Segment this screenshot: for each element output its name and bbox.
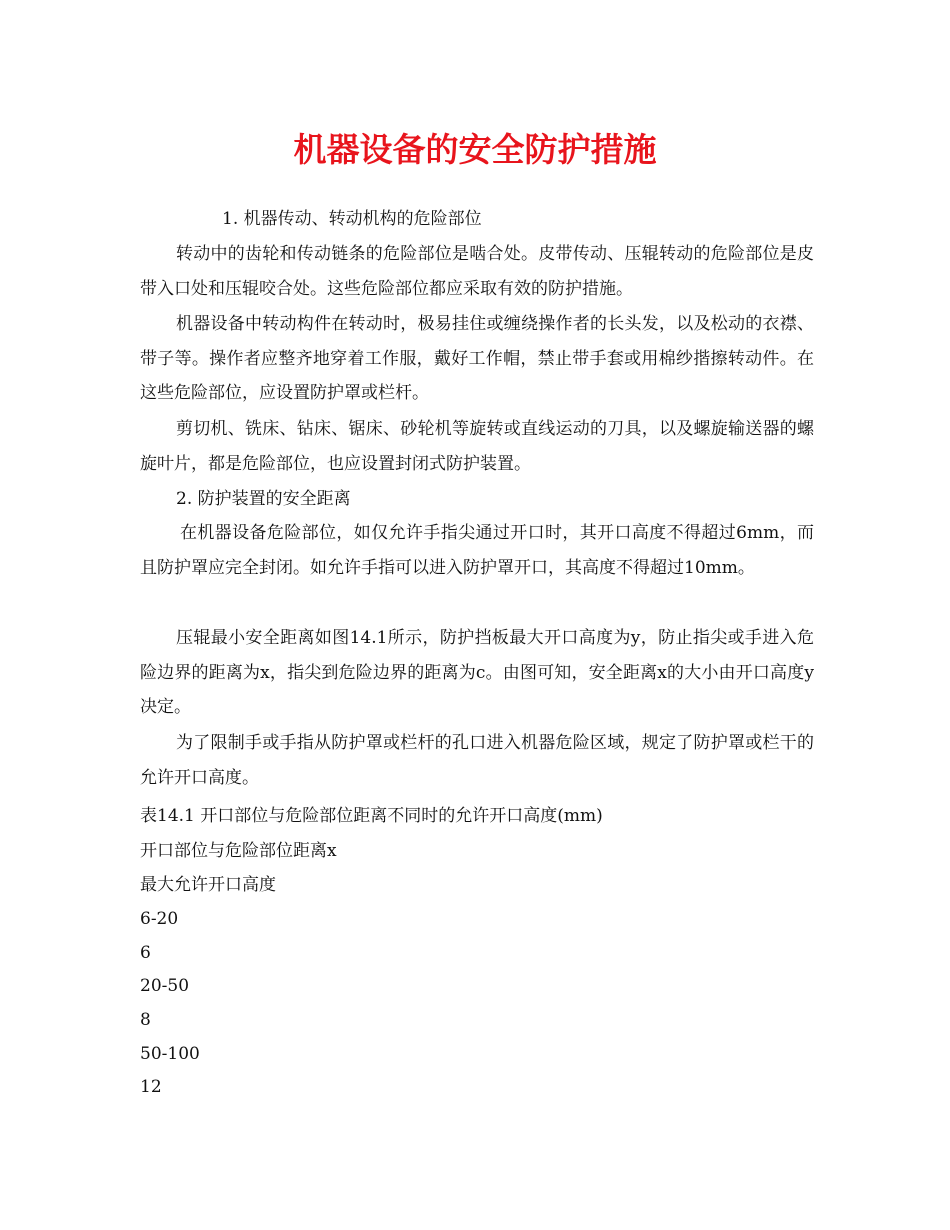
- paragraph-1: 转动中的齿轮和传动链条的危险部位是啮合处。皮带传动、压辊转动的危险部位是皮带入口处和压辊咬合处。这些危险部位都应采取有效的防护措施。: [140, 244, 814, 299]
- paragraph-4: 在机器设备危险部位，如仅允许手指尖通过开口时，其开口高度不得超过6mm，而且防护罩应完全封闭。如允许手指可以进入防护罩开口，其高度不得超过10mm。: [140, 523, 814, 578]
- document-title: 机器设备的安全防护措施: [293, 130, 657, 169]
- table-cell-opening: 6: [140, 943, 151, 963]
- paragraph-6: 为了限制手或手指从防护罩或栏杆的孔口进入机器危险区域，规定了防护罩或栏干的允许开口高度。: [140, 733, 814, 788]
- paragraph-3: 剪切机、铣床、钻床、锯床、砂轮机等旋转或直线运动的刀具，以及螺旋输送器的螺旋叶片，都是危险部位，也应设置封闭式防护装置。: [140, 419, 814, 474]
- table-header-distance: 开口部位与危险部位距离x: [140, 841, 337, 861]
- section-heading-2: 2. 防护装置的安全距离: [176, 489, 351, 509]
- section-heading-1: 1. 机器传动、转动机构的危险部位: [222, 209, 482, 229]
- table-cell-opening: 12: [140, 1077, 162, 1097]
- paragraph-5: 压辊最小安全距离如图14.1所示，防护挡板最大开口高度为y，防止指尖或手进入危险边界的距离为x，指尖到危险边界的距离为c。由图可知，安全距离x的大小由开口高度y决定。: [140, 628, 814, 717]
- table-cell-distance: 20-50: [140, 976, 190, 996]
- paragraph-2: 机器设备中转动构件在转动时，极易挂住或缠绕操作者的长头发，以及松动的衣襟、带子等。操作者应整齐地穿着工作服，戴好工作帽，禁止带手套或用棉纱揩擦转动件。在这些危险部位，应设置防护罩或栏杆。: [140, 314, 814, 403]
- table-header-max-opening: 最大允许开口高度: [140, 875, 276, 895]
- table-cell-distance: 50-100: [140, 1044, 200, 1064]
- table-cell-opening: 8: [140, 1010, 151, 1030]
- table-caption: 表14.1 开口部位与危险部位距离不同时的允许开口高度(mm): [140, 806, 603, 826]
- table-cell-distance: 6-20: [140, 909, 179, 929]
